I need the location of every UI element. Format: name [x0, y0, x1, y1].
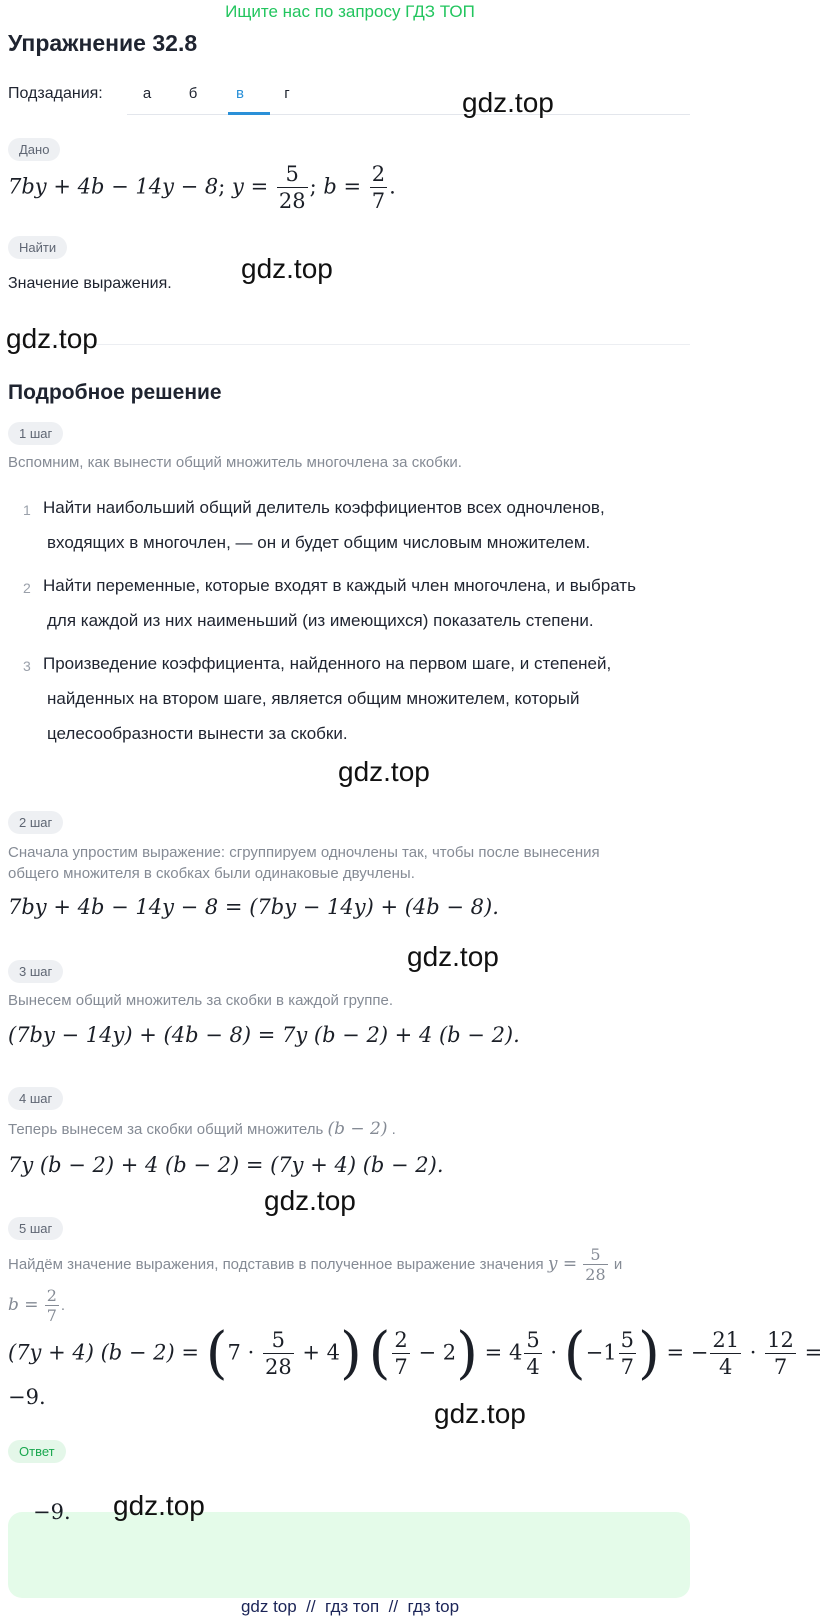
step5-b-num: 2 [46, 1286, 57, 1305]
watermark: gdz.top [113, 1490, 205, 1521]
calc-dot: · [550, 1340, 558, 1365]
list-item-number: 1 [23, 502, 31, 518]
step2-badge: 2 шаг [8, 811, 63, 834]
step5-b-den: 7 [46, 1306, 57, 1326]
answer-badge: Ответ [8, 1440, 66, 1463]
calc-minus-two: − 2 [418, 1340, 457, 1365]
step5-calc: (7y + 4) (b − 2) = (7 · $\frac{5}{28}$ + 4) ( $\frac{2}{7}$ − 2) = 4 $\frac{5}{4}$ · (−1 $\frac{5}{7}$ ) = − $\frac{21}{4}$ · $\frac{12}{7}$ = [8, 1321, 822, 1386]
list-item-line: Найти переменные, которые входят в каждый член многочлена, и выбрать [43, 576, 636, 595]
given-y-den: 28 [278, 189, 306, 214]
given-b-num: 2 [370, 162, 387, 188]
tab-v[interactable]: в [236, 85, 244, 102]
calc-eq3: = [804, 1340, 822, 1365]
calc-neg-one: −1 [585, 1340, 617, 1365]
calc-f3-num: 21 [710, 1328, 741, 1354]
step2-formula-text: 7by + 4b − 14y − 8 = (7by − 14y) + (4b − 8). [8, 895, 499, 919]
find-text: Значение выражения. [8, 275, 172, 292]
list-item-number: 2 [23, 580, 31, 596]
calc-m2-num: 5 [619, 1328, 636, 1354]
list-item-number: 3 [23, 658, 31, 674]
step2-intro-line: общего множителя в скобках были одинаковые двучлены. [8, 865, 415, 882]
list-item-line: Произведение коэффициента, найденного на первом шаге, и степеней, [43, 654, 612, 673]
step3-intro: Вынесем общий множитель за скобки в каждой группе. [8, 992, 394, 1009]
step5-intro: Найдём значение выражения, подставив в полученное выражение значения y = $\frac{5}{28}$ и [8, 1245, 623, 1285]
watermark: gdz.top [241, 253, 333, 284]
calc-f4-den: 7 [773, 1354, 788, 1379]
tab-a[interactable]: а [142, 85, 152, 102]
calc-f4-num: 12 [765, 1328, 796, 1354]
tabs-divider [127, 114, 690, 115]
promo-banner[interactable]: Ищите нас по запросу ГДЗ ТОП [225, 2, 475, 21]
step3-formula [8, 1023, 520, 1047]
step5-and: и [613, 1256, 623, 1274]
watermark: gdz.top [6, 323, 98, 354]
step5-y-den: 28 [585, 1265, 606, 1285]
list-item-line: для каждой из них наименьший (из имеющихся) показатель степени. [47, 611, 594, 630]
given-b-var: b [323, 174, 337, 199]
calc-f3-den: 4 [719, 1354, 733, 1379]
page-title: Упражнение 32.8 [8, 30, 198, 56]
watermark: gdz.top [407, 941, 499, 972]
step4-intro-text: Теперь вынесем за скобки общий множитель [8, 1121, 324, 1138]
answer-value: −9. [33, 1500, 71, 1524]
solution-heading: Подробное решение [8, 381, 222, 404]
step2-intro-line: Сначала упростим выражение: сгруппируем одночлены так, чтобы после вынесения [8, 844, 600, 861]
calc-m2-den: 7 [620, 1354, 634, 1379]
step4-formula [8, 1153, 444, 1177]
given-formula: 7by + 4b − 14y − 8; y = $\frac{5}{28}$ ; b = $\frac{2}{7}$ . [8, 162, 396, 214]
step3-badge: 3 шаг [8, 960, 63, 983]
step5-intro-text: Найдём значение выражения, подставив в полученное выражение значения [8, 1256, 544, 1274]
list-item-line: Найти наибольший общий делитель коэффициентов всех одночленов, [43, 498, 605, 517]
calc-eq1: = 4 [484, 1340, 523, 1365]
given-b-den: 7 [371, 189, 386, 214]
step2-formula [8, 895, 499, 919]
step4-intro: Теперь вынесем за скобки общий множитель (b − 2) . [8, 1119, 396, 1139]
calc-dot2: · [749, 1340, 757, 1365]
watermark: gdz.top [338, 756, 430, 787]
given-badge: Дано [8, 138, 60, 161]
step1-badge: 1 шаг [8, 422, 63, 445]
step4-badge: 4 шаг [8, 1087, 63, 1110]
footer-links[interactable]: gdz top // гдз топ // гдз top [240, 1597, 460, 1616]
given-expr: 7by + 4b − 14y − 8 [8, 174, 219, 199]
answer-box [8, 1512, 690, 1598]
active-tab-indicator [228, 112, 270, 115]
calc-result: −9. [8, 1385, 46, 1409]
find-badge: Найти [8, 236, 67, 259]
calc-plus-four: + 4 [302, 1340, 341, 1365]
calc-seven: 7 · [227, 1340, 255, 1365]
given-y-var: y [232, 174, 244, 199]
calc-f2-den: 7 [394, 1354, 408, 1379]
watermark: gdz.top [462, 87, 554, 118]
step5-y-num: 5 [583, 1245, 607, 1265]
step1-intro: Вспомним, как вынести общий множитель многочлена за скобки. [8, 454, 462, 471]
step5-intro-b: b = $\frac{2}{7}$ . [8, 1286, 66, 1326]
watermark: gdz.top [264, 1185, 356, 1216]
calc-f1-num: 5 [263, 1328, 294, 1354]
step3-formula-text: (7by − 14y) + (4b − 8) = 7y (b − 2) + 4 (b − 2). [8, 1023, 520, 1047]
calc-f1-den: 28 [264, 1354, 292, 1379]
step4-intro-math: (b − 2) [327, 1119, 388, 1139]
calc-f2-num: 2 [392, 1328, 409, 1354]
calc-eq2: = − [666, 1340, 709, 1365]
list-item-line: входящих в многочлен, — он и будет общим числовым множителем. [47, 533, 591, 552]
step5-badge: 5 шаг [8, 1217, 63, 1240]
subtasks-label: Подзадания: [8, 85, 103, 102]
section-divider [8, 344, 690, 345]
list-item-line: найденных на втором шаге, является общим множителем, который [47, 689, 580, 708]
calc-m1-num: 5 [524, 1328, 541, 1354]
watermark: gdz.top [434, 1398, 526, 1429]
step4-formula-text: 7y (b − 2) + 4 (b − 2) = (7y + 4) (b − 2). [8, 1153, 444, 1177]
tab-b[interactable]: б [188, 85, 198, 102]
given-y-num: 5 [277, 162, 308, 188]
list-item-line: целесообразности вынести за скобки. [47, 724, 348, 743]
calc-lhs: (7y + 4) (b − 2) = [8, 1340, 199, 1365]
tab-g[interactable]: г [284, 85, 290, 102]
calc-m1-den: 4 [526, 1354, 540, 1379]
